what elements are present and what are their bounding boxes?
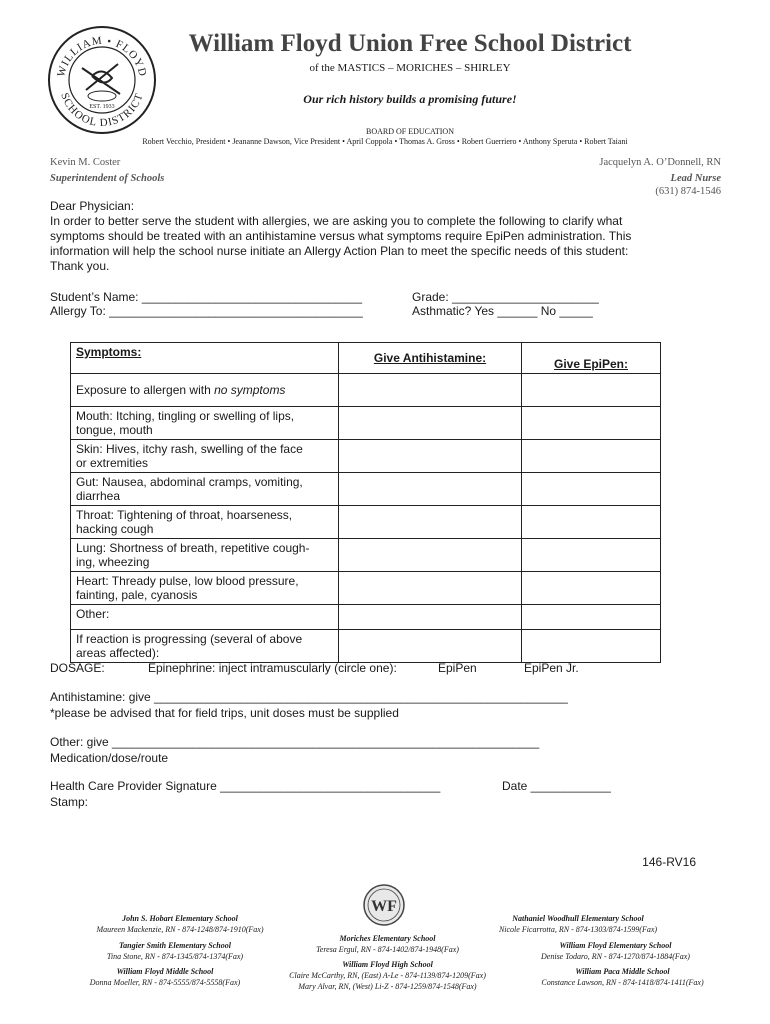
symptom-text: Exposure to allergen with [76, 383, 215, 397]
symptom-text: areas affected): [76, 646, 160, 660]
intro-paragraph [50, 214, 690, 274]
asthmatic-field[interactable]: Asthmatic? Yes ______ No _____ [412, 304, 593, 318]
symptom-text: ing, wheezing [76, 555, 150, 569]
symptom-text: Lung: Shortness of breath, repetitive cough- [76, 541, 310, 555]
school-nurse: Denise Todaro, RN - 874-1270/874-1884(Fax) [541, 952, 690, 961]
antihistamine-cell[interactable] [339, 440, 522, 473]
seal-top-text: WILLIAM • FLOYD [55, 34, 149, 79]
symptom-cell [71, 605, 339, 630]
district-seal-icon [46, 24, 158, 136]
epipen-cell[interactable] [522, 440, 661, 473]
school-nurse: Nicole Ficarrotta, RN - 874-1303/874-1599(Fax) [498, 925, 658, 934]
table-row [71, 630, 661, 663]
school-name: William Paca Middle School [575, 967, 670, 976]
seal-year: EST. 1933 [89, 104, 115, 110]
superintendent-name: Kevin M. Coster [50, 157, 121, 168]
epipen-option[interactable]: EpiPen [438, 661, 477, 675]
intro-line: symptoms should be treated with an antihistamine versus what symptoms require EpiPen administration. This [50, 229, 632, 243]
table-row [71, 407, 661, 440]
school-listing [40, 966, 290, 988]
antihistamine-cell[interactable] [339, 473, 522, 506]
school-nurse: Mary Alvar, RN, (West) Li-Z - 874-1259/874-1548(Fax) [298, 982, 477, 991]
symptom-cell [71, 374, 339, 407]
table-row [71, 572, 661, 605]
school-listing [270, 933, 505, 955]
symptom-text: diarrhea [76, 489, 121, 503]
dosage-label: DOSAGE: [50, 661, 105, 675]
nurse-title: Lead Nurse [670, 173, 721, 184]
table-header-row [71, 343, 661, 374]
district-title: William Floyd Union Free School District [188, 30, 632, 57]
school-nurse: Constance Lawson, RN - 874-1418/874-1411(Fax) [541, 978, 704, 987]
school-name: John S. Hobart Elementary School [122, 914, 238, 923]
symptom-text: Gut: Nausea, abdominal cramps, vomiting, [76, 475, 303, 489]
form-code: 146-RV16 [642, 855, 696, 869]
nurse-phone: (631) 874-1546 [655, 186, 721, 197]
intro-line: Thank you. [50, 259, 110, 273]
symptom-text: Throat: Tightening of throat, hoarseness, [76, 508, 293, 522]
symptoms-header: Symptoms: [71, 343, 339, 374]
school-listing [265, 959, 510, 992]
school-listing [505, 966, 740, 988]
antihistamine-cell[interactable] [339, 506, 522, 539]
school-listing [50, 940, 300, 962]
school-name: William Floyd High School [342, 960, 433, 969]
symptom-text: Skin: Hives, itchy rash, swelling of the face [76, 442, 303, 456]
school-listing [508, 940, 723, 962]
symptom-text: or extremities [76, 456, 149, 470]
symptom-text: fainting, pale, cyanosis [76, 588, 198, 602]
other-medication-field[interactable]: Other: give ________________________________________________________________ [50, 735, 540, 749]
table-row [71, 605, 661, 630]
district-subtitle: of the MASTICS – MORICHES – SHIRLEY [309, 62, 511, 74]
symptom-text: Heart: Thready pulse, low blood pressure, [76, 574, 299, 588]
allergy-to-field[interactable]: Allergy To: ______________________________________ [50, 304, 363, 318]
epipen-cell[interactable] [522, 506, 661, 539]
stamp-label: Stamp: [50, 795, 89, 809]
symptom-cell [71, 572, 339, 605]
school-nurse: Claire McCarthy, RN, (East) A-Le - 874-1139/874-1209(Fax) [289, 971, 486, 980]
antihistamine-cell[interactable] [339, 572, 522, 605]
antihistamine-cell[interactable] [339, 605, 522, 630]
intro-line: information will help the school nurse initiate an Allergy Action Plan to meet the specific needs of this student: [50, 244, 629, 258]
school-nurse: Maureen Mackenzie, RN - 874-1248/874-1910(Fax) [96, 925, 264, 934]
school-name: William Floyd Middle School [116, 967, 214, 976]
epipen-cell[interactable] [522, 407, 661, 440]
epipen-cell[interactable] [522, 539, 661, 572]
symptom-cell [71, 440, 339, 473]
symptom-cell [71, 630, 339, 663]
symptom-text: Other: [76, 607, 110, 621]
grade-field[interactable]: Grade: ______________________ [412, 290, 599, 304]
epipen-cell[interactable] [522, 374, 661, 407]
school-name: Moriches Elementary School [339, 934, 436, 943]
table-row [71, 506, 661, 539]
field-trip-note: *please be advised that for field trips, unit doses must be supplied [50, 706, 399, 720]
table-row [71, 473, 661, 506]
salutation: Dear Physician: [50, 199, 135, 213]
symptom-cell [71, 539, 339, 572]
school-listing [60, 913, 300, 935]
symptom-cell [71, 407, 339, 440]
antihistamine-cell[interactable] [339, 539, 522, 572]
school-name: Nathaniel Woodhull Elementary School [512, 914, 644, 923]
symptom-text: tongue, mouth [76, 423, 153, 437]
board-heading: BOARD OF EDUCATION [365, 127, 454, 136]
school-nurse: Teresa Ergul, RN - 874-1402/874-1948(Fax) [316, 945, 459, 954]
school-listing [478, 913, 678, 935]
epipen-cell[interactable] [522, 630, 661, 663]
dosage-instruction: Epinephrine: inject intramuscularly (circle one): [148, 661, 397, 675]
symptom-text: hacking cough [76, 522, 154, 536]
district-motto: Our rich history builds a promising future! [303, 92, 517, 106]
intro-line: In order to better serve the student with allergies, we are asking you to complete the following to clarify what [50, 214, 623, 228]
epipen-header: Give EpiPen: [522, 343, 661, 374]
board-members: Robert Vecchio, President • Jeananne Dawson, Vice President • April Coppola • Thomas A. Gross • Robert Guerriero • Anthony Speruta • Robert Taiani [142, 137, 628, 146]
epipen-cell[interactable] [522, 473, 661, 506]
table-row [71, 539, 661, 572]
symptom-cell [71, 506, 339, 539]
antihistamine-cell[interactable] [339, 374, 522, 407]
antihistamine-cell[interactable] [339, 630, 522, 663]
epipen-cell[interactable] [522, 572, 661, 605]
symptom-text: If reaction is progressing (several of above [76, 632, 303, 646]
symptom-cell [71, 473, 339, 506]
nurse-name: Jacquelyn A. O’Donnell, RN [599, 157, 721, 168]
table-row [71, 374, 661, 407]
school-nurse: Donna Moeller, RN - 874-5555/874-5558(Fax) [89, 978, 241, 987]
date-field[interactable]: Date ____________ [502, 779, 611, 793]
epipen-cell[interactable] [522, 605, 661, 630]
antihistamine-field[interactable]: Antihistamine: give ______________________________________________________________ [50, 690, 568, 704]
logo-text: WF [371, 898, 397, 915]
student-name-field[interactable]: Student’s Name: _________________________________ [50, 290, 363, 304]
medication-dose-route-label: Medication/dose/route [50, 751, 169, 765]
superintendent-title: Superintendent of Schools [50, 173, 165, 184]
table-row [71, 440, 661, 473]
epipen-jr-option[interactable]: EpiPen Jr. [524, 661, 579, 675]
antihistamine-header: Give Antihistamine: [339, 343, 522, 374]
district-logo-icon [363, 884, 405, 926]
symptoms-table [70, 342, 661, 663]
symptom-text: Mouth: Itching, tingling or swelling of lips, [76, 409, 295, 423]
seal-bottom-text: SCHOOL DISTRICT [58, 91, 146, 130]
symptom-emphasis: no symptoms [214, 383, 286, 397]
school-name: William Floyd Elementary School [559, 941, 672, 950]
school-name: Tangier Smith Elementary School [119, 941, 231, 950]
antihistamine-cell[interactable] [339, 407, 522, 440]
school-nurse: Tina Stone, RN - 874-1345/874-1374(Fax) [106, 952, 244, 961]
provider-signature-field[interactable]: Health Care Provider Signature _________________________________ [50, 779, 441, 793]
